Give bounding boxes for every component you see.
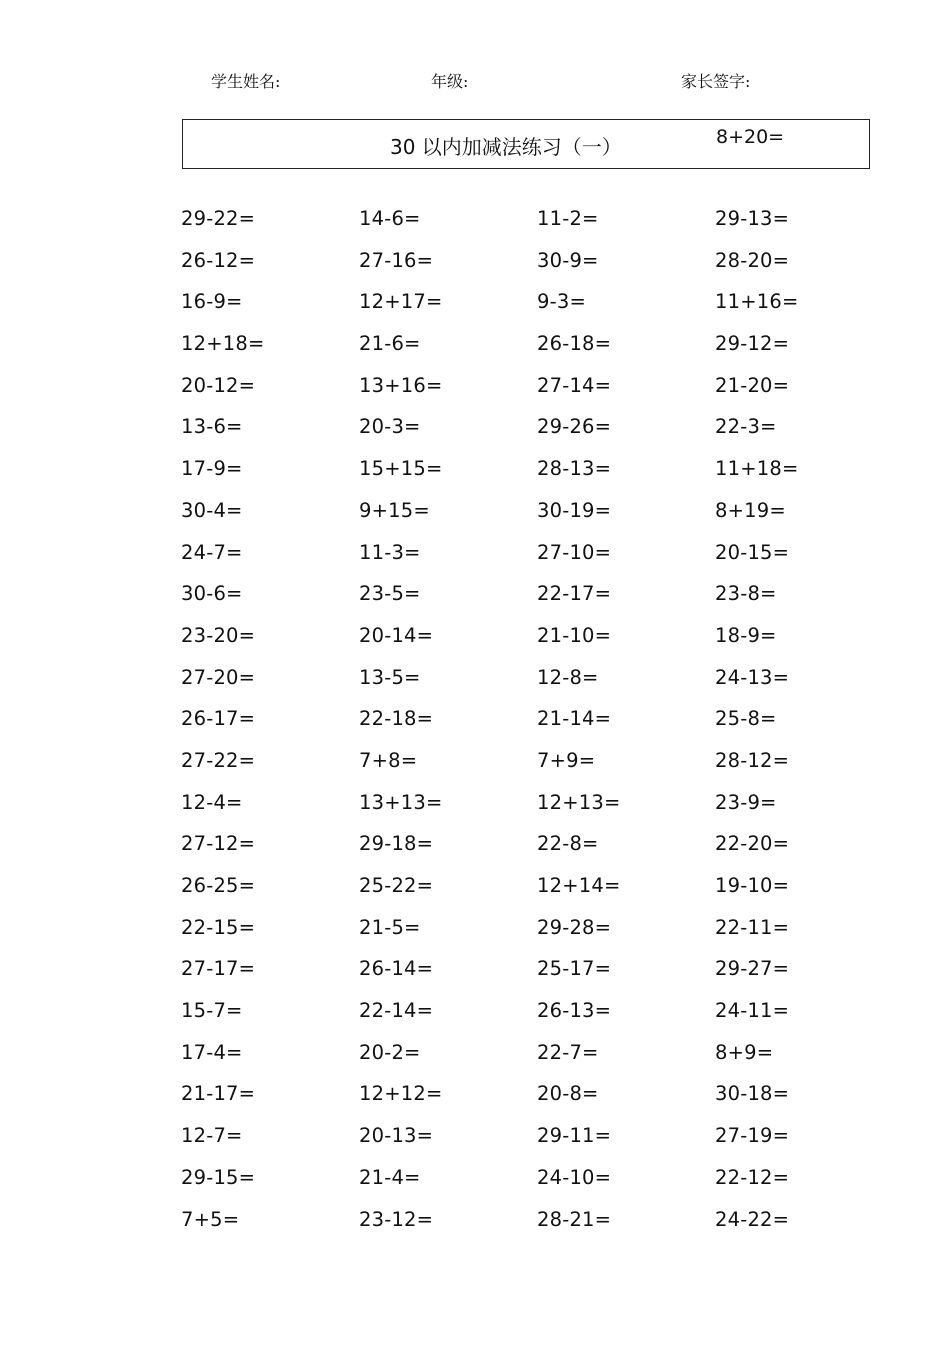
problem-row	[181, 291, 893, 333]
problem-item: 9+15=	[359, 498, 430, 522]
problem-row	[181, 1000, 893, 1042]
problem-row	[181, 792, 893, 834]
problem-item: 21-20=	[715, 373, 790, 397]
problem-item: 13-6=	[181, 415, 243, 439]
problem-item: 11+18=	[715, 457, 799, 481]
problem-item: 23-20=	[181, 623, 256, 647]
problem-row	[181, 625, 893, 667]
problem-item: 20-13=	[359, 1124, 434, 1148]
problem-item: 24-7=	[181, 540, 243, 564]
problem-item: 27-14=	[537, 373, 612, 397]
problem-row	[181, 708, 893, 750]
problem-row	[181, 833, 893, 875]
problem-item: 26-12=	[181, 248, 256, 272]
problem-item: 22-15=	[181, 915, 256, 939]
student-name-label: 学生姓名:	[211, 72, 281, 91]
problem-item: 23-8=	[715, 582, 777, 606]
problem-row	[181, 1167, 893, 1209]
problem-item: 12+13=	[537, 790, 621, 814]
problem-item: 30-19=	[537, 498, 612, 522]
problem-row	[181, 416, 893, 458]
problem-item: 7+9=	[537, 748, 596, 772]
problem-item: 27-12=	[181, 832, 256, 856]
problem-row	[181, 1083, 893, 1125]
problem-item: 12+14=	[537, 874, 621, 897]
problem-item: 22-14=	[359, 999, 434, 1023]
problem-item: 26-17=	[181, 707, 256, 731]
problem-row	[181, 1042, 893, 1084]
problem-row	[181, 500, 893, 542]
problem-item: 20-12=	[181, 373, 256, 397]
problem-item: 26-14=	[359, 957, 434, 981]
problem-item: 11-2=	[537, 207, 599, 230]
problem-item: 18-9=	[715, 623, 777, 647]
problem-item: 19-10=	[715, 874, 790, 897]
problem-item: 7+8=	[359, 748, 418, 772]
problem-item: 7+5=	[181, 1207, 240, 1231]
problem-item: 9-3=	[537, 290, 586, 314]
problem-item: 24-22=	[715, 1207, 790, 1231]
problem-item: 27-10=	[537, 540, 612, 564]
problem-item: 21-17=	[181, 1082, 256, 1106]
problem-item: 22-18=	[359, 707, 434, 731]
problem-grid	[181, 208, 893, 1250]
problem-item: 20-15=	[715, 540, 790, 564]
problem-item: 30-18=	[715, 1082, 790, 1106]
problem-item: 22-17=	[537, 582, 612, 606]
problem-item: 29-18=	[359, 832, 434, 856]
problem-item: 27-22=	[181, 748, 256, 772]
problem-item: 11+16=	[715, 290, 799, 314]
problem-item: 27-17=	[181, 957, 256, 981]
problem-row	[181, 458, 893, 500]
problem-item: 17-9=	[181, 457, 243, 481]
problem-item: 28-12=	[715, 748, 790, 772]
problem-item: 29-27=	[715, 957, 790, 981]
problem-item: 29-22=	[181, 207, 256, 230]
problem-item: 20-14=	[359, 623, 434, 647]
problem-item: 25-17=	[537, 957, 612, 981]
problem-row	[181, 1125, 893, 1167]
problem-item: 17-4=	[181, 1040, 243, 1064]
problem-item: 22-11=	[715, 915, 790, 939]
problem-item: 27-19=	[715, 1124, 790, 1148]
problem-item: 27-16=	[359, 248, 434, 272]
problem-item: 27-20=	[181, 665, 256, 689]
problem-row	[181, 917, 893, 959]
problem-row	[181, 1209, 893, 1251]
problem-item: 26-13=	[537, 999, 612, 1023]
problem-item: 21-14=	[537, 707, 612, 731]
problem-row	[181, 375, 893, 417]
problem-item: 12+12=	[359, 1082, 443, 1106]
problem-item: 24-10=	[537, 1165, 612, 1189]
problem-item: 29-28=	[537, 915, 612, 939]
box-problem: 8+20=	[716, 126, 785, 148]
problem-item: 21-5=	[359, 915, 421, 939]
problem-item: 21-4=	[359, 1165, 421, 1189]
problem-item: 23-12=	[359, 1207, 434, 1231]
problem-item: 21-10=	[537, 623, 612, 647]
problem-row	[181, 667, 893, 709]
problem-row	[181, 875, 893, 917]
problem-item: 8+19=	[715, 498, 786, 522]
problem-item: 22-7=	[537, 1040, 599, 1064]
problem-item: 29-26=	[537, 415, 612, 439]
problem-row	[181, 958, 893, 1000]
problem-item: 23-5=	[359, 582, 421, 606]
problem-item: 12-8=	[537, 665, 599, 689]
problem-item: 29-11=	[537, 1124, 612, 1148]
problem-item: 21-6=	[359, 332, 421, 356]
problem-item: 12-4=	[181, 790, 243, 814]
problem-item: 28-20=	[715, 248, 790, 272]
problem-item: 30-9=	[537, 248, 599, 272]
problem-item: 12-7=	[181, 1124, 243, 1148]
problem-row	[181, 250, 893, 292]
problem-item: 28-13=	[537, 457, 612, 481]
problem-item: 15+15=	[359, 457, 443, 481]
problem-item: 26-25=	[181, 874, 256, 897]
problem-item: 8+9=	[715, 1040, 774, 1064]
problem-item: 13+16=	[359, 373, 443, 397]
problem-item: 26-18=	[537, 332, 612, 356]
problem-item: 22-8=	[537, 832, 599, 856]
problem-item: 14-6=	[359, 207, 421, 230]
problem-item: 22-3=	[715, 415, 777, 439]
problem-item: 20-3=	[359, 415, 421, 439]
problem-item: 12+17=	[359, 290, 443, 314]
problem-item: 25-22=	[359, 874, 434, 897]
grade-label: 年级:	[431, 72, 469, 91]
problem-item: 20-2=	[359, 1040, 421, 1064]
problem-item: 30-4=	[181, 498, 243, 522]
problem-item: 13+13=	[359, 790, 443, 814]
problem-item: 28-21=	[537, 1207, 612, 1231]
problem-item: 30-6=	[181, 582, 243, 606]
problem-item: 20-8=	[537, 1082, 599, 1106]
problem-row	[181, 750, 893, 792]
problem-item: 24-11=	[715, 999, 790, 1023]
problem-item: 12+18=	[181, 332, 265, 356]
problem-item: 22-20=	[715, 832, 790, 856]
problem-item: 24-13=	[715, 665, 790, 689]
problem-item: 29-13=	[715, 207, 790, 230]
problem-row	[181, 583, 893, 625]
worksheet-title: 30 以内加减法练习（一）	[390, 135, 622, 159]
problem-item: 25-8=	[715, 707, 777, 731]
problem-item: 16-9=	[181, 290, 243, 314]
problem-item: 11-3=	[359, 540, 421, 564]
problem-item: 15-7=	[181, 999, 243, 1023]
problem-row	[181, 333, 893, 375]
problem-item: 23-9=	[715, 790, 777, 814]
problem-item: 22-12=	[715, 1165, 790, 1189]
problem-item: 13-5=	[359, 665, 421, 689]
problem-item: 29-12=	[715, 332, 790, 356]
parent-signature-label: 家长签字:	[681, 72, 751, 91]
problem-item: 29-15=	[181, 1165, 256, 1189]
problem-row	[181, 208, 893, 250]
problem-row	[181, 542, 893, 584]
